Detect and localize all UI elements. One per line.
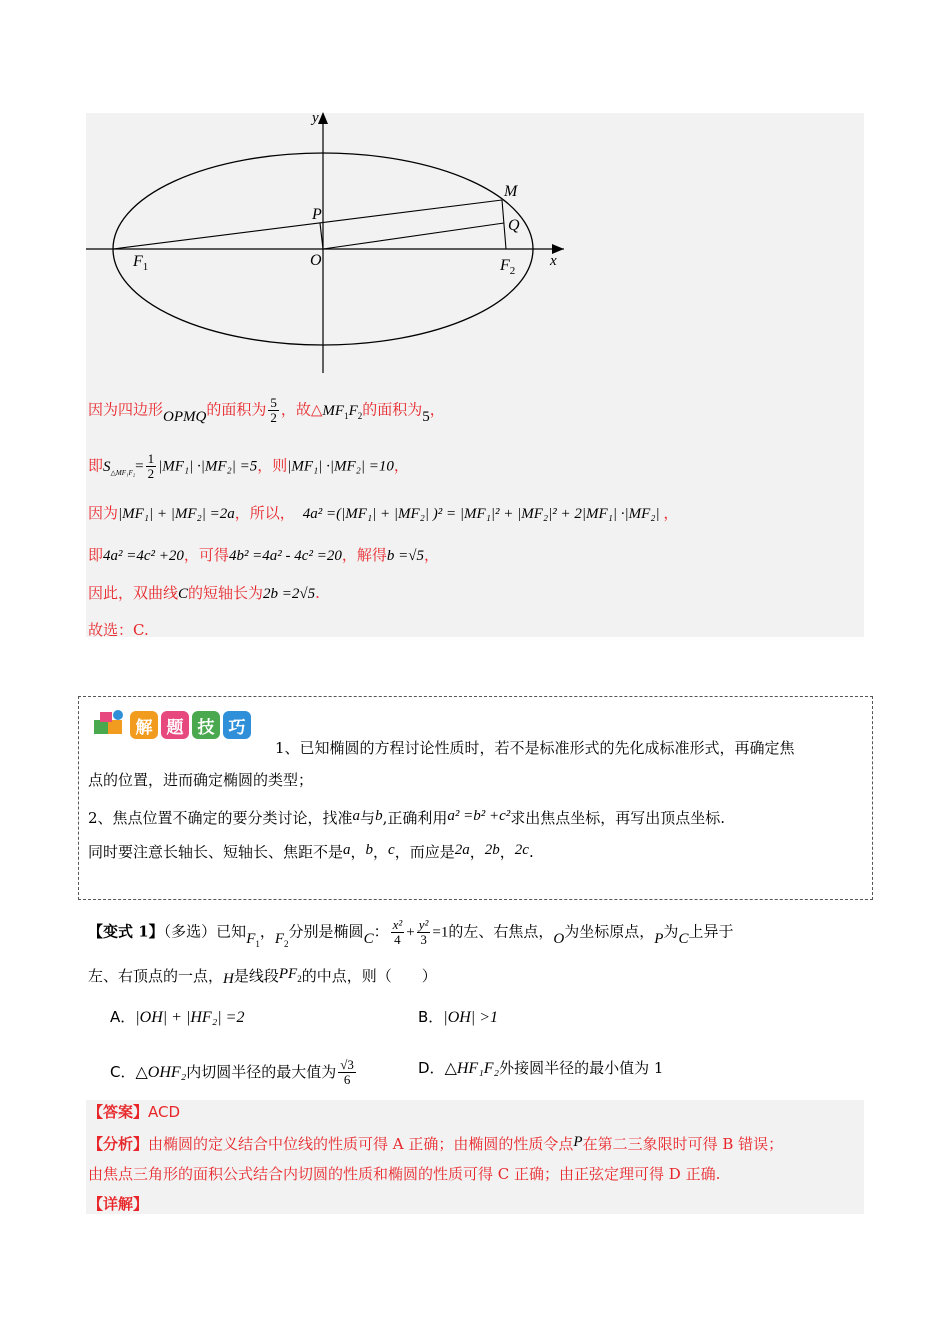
label-O: O <box>310 252 322 269</box>
solution-line-4: 即4a² =4c² +20，可得4b² =4a² - 4c² =20，解得b =√5， <box>88 546 439 564</box>
analysis-line-1: 【分析】由椭圆的定义结合中位线的性质可得 A 正确；由椭圆的性质令点P在第二三象限时可得 B 错误； <box>88 1134 784 1153</box>
solution-line-5: 因此，双曲线C的短轴长为2b =2√5. <box>88 584 320 602</box>
analysis-line-2: 由焦点三角形的面积公式结合内切圆的性质和椭圆的性质可得 C 正确；由正弦定理可得 D 正确. <box>88 1165 721 1183</box>
label-x: x <box>550 253 557 269</box>
option-c[interactable]: C．△OHF₂内切圆半径的最大值为 $\frac{√3}{6}$ <box>110 1057 354 1087</box>
label-y: y <box>312 110 319 126</box>
y-axis-arrow <box>318 112 328 124</box>
label-Q: Q <box>508 217 520 234</box>
tip-char-3: 技 <box>192 711 220 739</box>
segment-OQ <box>323 223 504 249</box>
solution-line-2: 即$S_{\triangle MF_1F_2}=$ $\frac{1}{2}$ |MF₁| ·|MF₂| =5，则|MF₁| ·|MF₂| =10， <box>88 451 409 481</box>
label-F1: $F_1$ <box>133 253 149 273</box>
answer-line: 【答案】ACD <box>88 1103 181 1121</box>
ellipse-figure <box>86 108 576 378</box>
puzzle-icon <box>92 708 126 742</box>
segment-F1M <box>113 200 502 249</box>
label-M: M <box>504 183 518 200</box>
tip-paragraph-1b: 点的位置，进而确定椭圆的类型； <box>88 771 314 789</box>
label-P: P <box>312 206 322 223</box>
segment-MF2 <box>502 200 506 249</box>
solution-line-6: 故选：C. <box>88 621 149 639</box>
label-F2: $F_2$ <box>500 257 516 277</box>
problem-line-2: 左、右顶点的一点，H是线段$PF_2$的中点，则（ ） <box>88 966 437 987</box>
tip-paragraph-3: 同时要注意长轴长、短轴长、焦距不是a，b，c，而应是2a，2b，2c. <box>88 842 534 861</box>
tip-paragraph-2: 2、焦点位置不确定的要分类讨论，找准a与b,正确利用a² =b² +c²求出焦点坐标，再写出顶点坐标. <box>88 808 726 827</box>
tip-char-4: 巧 <box>223 711 251 739</box>
solution-line-3: 因为|MF₁| + |MF₂| =2a，所以， 4a² =(|MF₁| + |MF₂| )² = |MF₁|² + |MF₂|² + 2|MF₁| ·|MF₂| ， <box>88 504 679 522</box>
solution-line-1: 因为四边形OPMQ的面积为 $\frac{5}{2}$ ，故$\triangle MF_1F_2$的面积为5， <box>88 395 445 425</box>
tip-char-1: 解 <box>130 711 158 739</box>
detail-tag: 【详解】 <box>88 1195 149 1213</box>
tip-char-2: 题 <box>161 711 189 739</box>
tips-badge <box>92 706 254 744</box>
option-a[interactable]: A．|OH| + |HF₂| =2 <box>110 1008 245 1026</box>
tip-paragraph-1a: 1、已知椭圆的方程讨论性质时，若不是标准形式的先化成标准形式，再确定焦 <box>275 739 795 757</box>
answer-panel <box>86 1100 864 1214</box>
option-b[interactable]: B．|OH| >1 <box>418 1008 498 1026</box>
option-d[interactable]: D．△HF₁F₂外接圆半径的最小值为 1 <box>418 1059 664 1077</box>
problem-line-1: 【变式 1】（多选）已知$F_1$，$F_2$分别是椭圆C： $\frac{\text{x²}}{4}$ + $\frac{\text{y²}}{3}$ =1的左、右焦点，O为坐标原点，P为C上异于 <box>88 917 734 949</box>
